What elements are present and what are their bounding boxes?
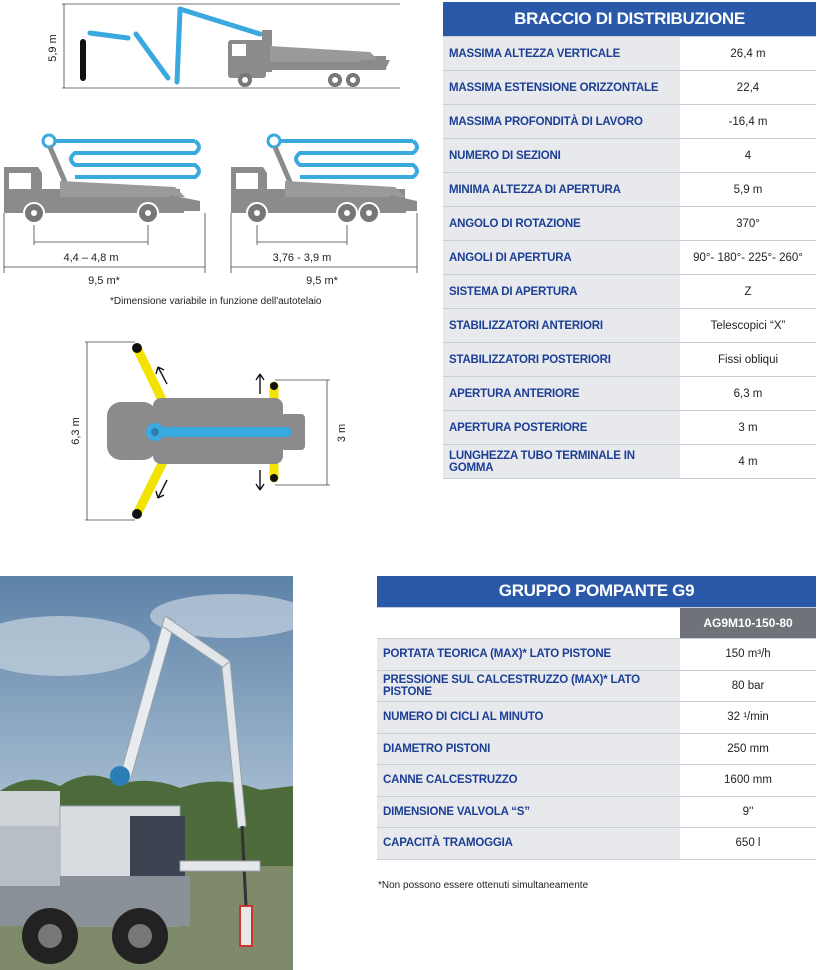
wheelbase-label-right: 3,76 - 3,9 m [272, 252, 332, 264]
boom-spec-table [443, 2, 816, 479]
spec-value: 32 ¹/min [680, 702, 816, 734]
side-height-label: 5,9 m [47, 34, 59, 62]
truck-folded-diagram-left [0, 125, 215, 290]
spec-label: PORTATA TEORICA (MAX)* LATO PISTONE [377, 639, 680, 671]
spec-label: STABILIZZATORI POSTERIORI [443, 343, 680, 377]
table-row [377, 639, 816, 671]
spec-value: 250 mm [680, 733, 816, 765]
table-row [377, 702, 816, 734]
spec-value: 4 [680, 139, 816, 173]
table-row [443, 343, 816, 377]
table-row [443, 71, 816, 105]
spec-label: DIAMETRO PISTONI [377, 733, 680, 765]
table-row [443, 173, 816, 207]
length-label-right: 9,5 m* [306, 275, 338, 287]
spec-value: Telescopici “X” [680, 309, 816, 343]
spec-label: NUMERO DI SEZIONI [443, 139, 680, 173]
side-view-diagram [40, 0, 400, 95]
spec-value: Z [680, 275, 816, 309]
spec-value: Fissi obliqui [680, 343, 816, 377]
model-header: AG9M10-150-80 [680, 607, 816, 639]
pump-table-title: GRUPPO POMPANTE G9 [377, 576, 816, 607]
spec-label: MASSIMA ESTENSIONE ORIZZONTALE [443, 71, 680, 105]
spec-value: 150 m³/h [680, 639, 816, 671]
table-row [443, 309, 816, 343]
spec-label: ANGOLI DI APERTURA [443, 241, 680, 275]
table-row [443, 241, 816, 275]
spec-label: NUMERO DI CICLI AL MINUTO [377, 702, 680, 734]
spec-value: 6,3 m [680, 377, 816, 411]
spec-label: PRESSIONE SUL CALCESTRUZZO (MAX)* LATO PISTONE [377, 670, 680, 702]
table-row [443, 445, 816, 479]
truck-folded-diagram-right [225, 125, 425, 290]
plan-view-diagram [55, 330, 355, 530]
spec-value: -16,4 m [680, 105, 816, 139]
spec-value: 370° [680, 207, 816, 241]
spec-value: 9'' [680, 796, 816, 828]
spec-label: MASSIMA PROFONDITÀ DI LAVORO [443, 105, 680, 139]
spec-label: MINIMA ALTEZZA DI APERTURA [443, 173, 680, 207]
table-row [377, 765, 816, 797]
spec-label: MASSIMA ALTEZZA VERTICALE [443, 37, 680, 71]
plan-rear-width-label: 3 m [336, 423, 348, 443]
table-row [377, 670, 816, 702]
dimension-footnote: *Dimensione variabile in funzione dell'autotelaio [110, 296, 322, 307]
spec-value: 1600 mm [680, 765, 816, 797]
table-row [443, 275, 816, 309]
table-row [377, 733, 816, 765]
table-row [443, 207, 816, 241]
table-row [377, 828, 816, 860]
table-row [377, 796, 816, 828]
spec-label: CAPACITÀ TRAMOGGIA [377, 828, 680, 860]
spec-label: CANNE CALCESTRUZZO [377, 765, 680, 797]
table-row [443, 105, 816, 139]
length-label-left: 9,5 m* [88, 275, 120, 287]
spec-label: DIMENSIONE VALVOLA “S” [377, 796, 680, 828]
table-row [443, 411, 816, 445]
table-row [443, 377, 816, 411]
spec-value: 650 l [680, 828, 816, 860]
spec-label: APERTURA ANTERIORE [443, 377, 680, 411]
spec-label: LUNGHEZZA TUBO TERMINALE IN GOMMA [443, 445, 680, 479]
plan-front-width-label: 6,3 m [70, 417, 82, 445]
pump-footnote: *Non possono essere ottenuti simultaneamente [378, 880, 589, 891]
spec-label: STABILIZZATORI ANTERIORI [443, 309, 680, 343]
table-row [443, 139, 816, 173]
spec-label: SISTEMA DI APERTURA [443, 275, 680, 309]
spec-value: 80 bar [680, 670, 816, 702]
spec-label: APERTURA POSTERIORE [443, 411, 680, 445]
pump-spec-table [377, 576, 816, 860]
spec-value: 26,4 m [680, 37, 816, 71]
spec-value: 3 m [680, 411, 816, 445]
boom-table-title: BRACCIO DI DISTRIBUZIONE [443, 2, 816, 37]
spec-value: 4 m [680, 445, 816, 479]
truck-photo [0, 576, 293, 970]
spec-value: 22,4 [680, 71, 816, 105]
spec-value: 90°- 180°- 225°- 260° [680, 241, 816, 275]
spec-label: ANGOLO DI ROTAZIONE [443, 207, 680, 241]
model-header-blank [377, 607, 680, 639]
table-row [443, 37, 816, 71]
spec-value: 5,9 m [680, 173, 816, 207]
wheelbase-label-left: 4,4 – 4,8 m [63, 252, 119, 264]
